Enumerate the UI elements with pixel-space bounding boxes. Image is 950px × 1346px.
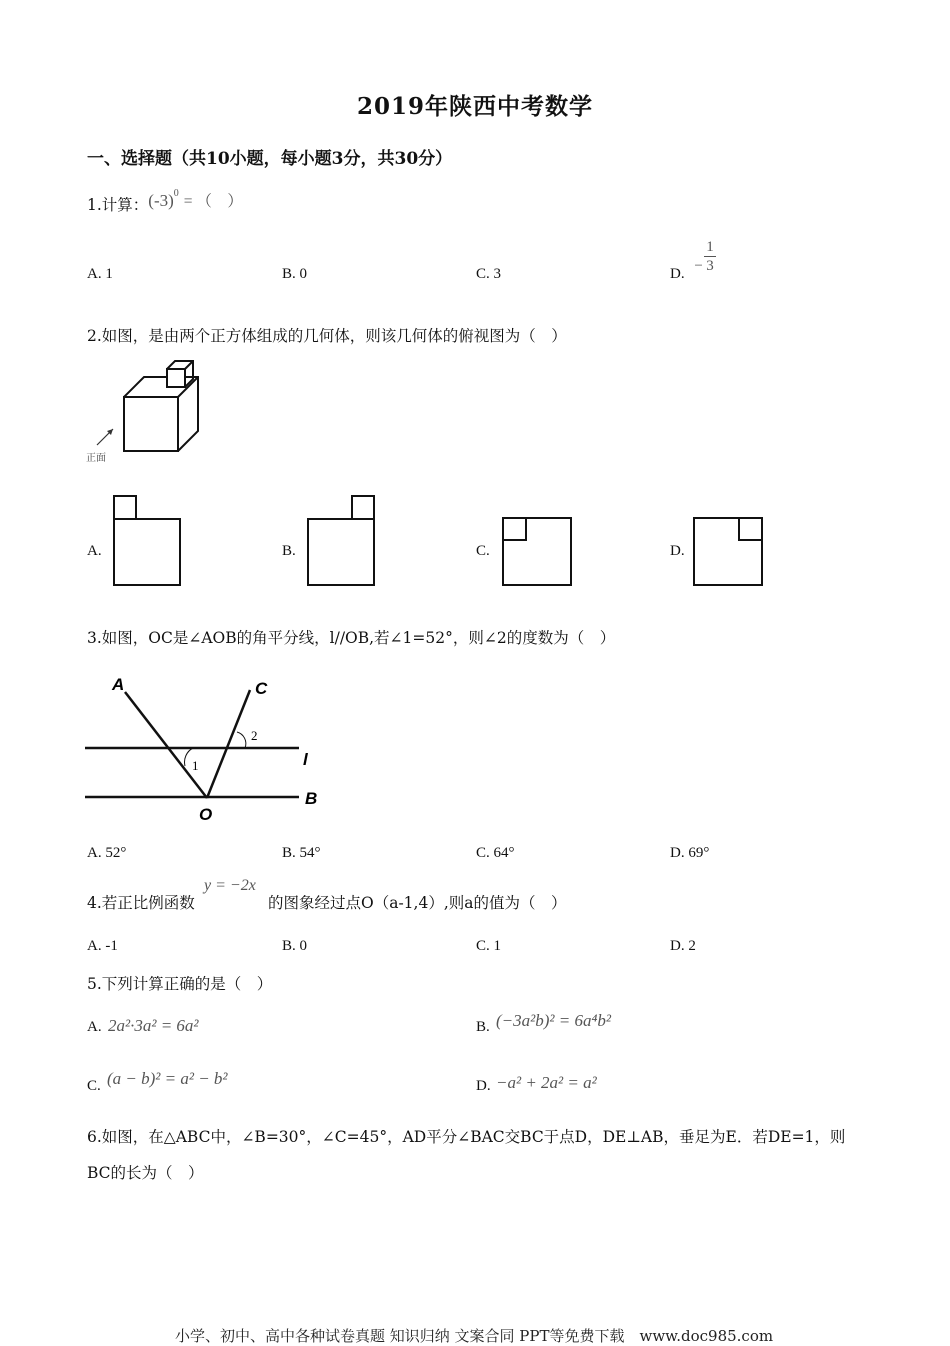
question-1-expression: (-3) (148, 191, 174, 210)
q5-option-d-label[interactable]: D. (476, 1078, 491, 1094)
question-3-figure (85, 670, 325, 830)
q2-option-c-figure[interactable] (501, 516, 573, 588)
label-a: A (112, 675, 125, 694)
q3-option-a[interactable]: A. 52° (87, 845, 127, 861)
q5-option-a-expression: 2a²·3a² = 6a² (108, 1016, 199, 1035)
page-title: 2019年陕西中考数学 (356, 93, 593, 120)
q1-option-d-sign: − (694, 258, 703, 274)
q1-option-c[interactable]: C. 3 (476, 266, 502, 282)
question-4-stem-post: 的图象经过点O（a-1,4）,则a的值为（ ） (268, 894, 567, 912)
q4-option-c[interactable]: C. 1 (476, 938, 502, 954)
q2-option-b-figure[interactable] (306, 494, 378, 589)
q5-option-a-label[interactable]: A. (87, 1019, 102, 1035)
q5-option-b-expression: (−3a²b)² = 6a⁴b² (496, 1011, 611, 1030)
section-heading: 一、选择题（共10小题，每小题3分，共30分） (87, 149, 453, 169)
label-o: O (199, 805, 213, 824)
q1-option-d-label: D. (670, 266, 685, 282)
q2-option-b[interactable]: B. (282, 543, 296, 559)
front-view-label: 正面 (86, 453, 106, 464)
question-3-stem: 3.如图，OC是∠AOB的角平分线，l//OB,若∠1=52°，则∠2的度数为（ ） (87, 629, 616, 647)
q3-option-c[interactable]: C. 64° (476, 845, 515, 861)
label-angle-2: 2 (251, 728, 258, 743)
q4-option-d[interactable]: D. 2 (670, 938, 696, 954)
q3-option-b[interactable]: B. 54° (282, 845, 321, 861)
q2-option-a-figure[interactable] (112, 494, 182, 589)
q1-option-d-numerator: 1 (704, 238, 716, 257)
q2-option-d[interactable]: D. (670, 543, 685, 559)
question-1-stem: 1.计算： (87, 196, 149, 214)
question-6-line-1: 6.如图，在△ABC中，∠B=30°，∠C=45°，AD平分∠BAC交BC于点D，DE⊥AB，垂足为E．若DE=1，则 (87, 1128, 846, 1146)
q3-option-d[interactable]: D. 69° (670, 845, 710, 861)
q2-option-a[interactable]: A. (87, 543, 102, 559)
q4-option-b[interactable]: B. 0 (282, 938, 308, 954)
q5-option-d-expression: −a² + 2a² = a² (496, 1073, 597, 1092)
q5-option-c-expression: (a − b)² = a² − b² (107, 1069, 228, 1088)
q1-option-d-fraction (704, 238, 716, 275)
q1-option-d-denominator: 3 (706, 258, 714, 274)
label-l: l (303, 750, 308, 769)
question-5-stem: 5.下列计算正确的是（ ） (87, 975, 273, 993)
q4-option-a[interactable]: A. -1 (87, 938, 118, 954)
question-1 (87, 187, 243, 215)
question-1-exponent: 0 (173, 187, 179, 199)
q1-option-a[interactable]: A. 1 (87, 266, 113, 282)
label-angle-1: 1 (192, 758, 199, 773)
q5-option-b-label[interactable]: B. (476, 1019, 490, 1035)
q5-option-c-label[interactable]: C. (87, 1078, 101, 1094)
page-footer[interactable]: 小学、初中、高中各种试卷真题 知识归纳 文案合同 PPT等免费下载 www.doc985.com (175, 1327, 774, 1345)
q1-option-d[interactable] (670, 239, 714, 283)
q2-option-d-figure[interactable] (692, 516, 764, 588)
label-c: C (255, 679, 268, 698)
question-4-formula: y = −2x (204, 877, 256, 894)
label-b: B (305, 789, 318, 808)
q1-option-b[interactable]: B. 0 (282, 266, 308, 282)
question-1-tail: = （ ） (183, 193, 243, 210)
question-2-stem: 2.如图，是由两个正方体组成的几何体，则该几何体的俯视图为（ ） (87, 327, 567, 345)
q2-option-c[interactable]: C. (476, 543, 490, 559)
question-6-line-2: BC的长为（ ） (87, 1164, 204, 1182)
question-4-stem: 4.若正比例函数 (87, 894, 195, 912)
